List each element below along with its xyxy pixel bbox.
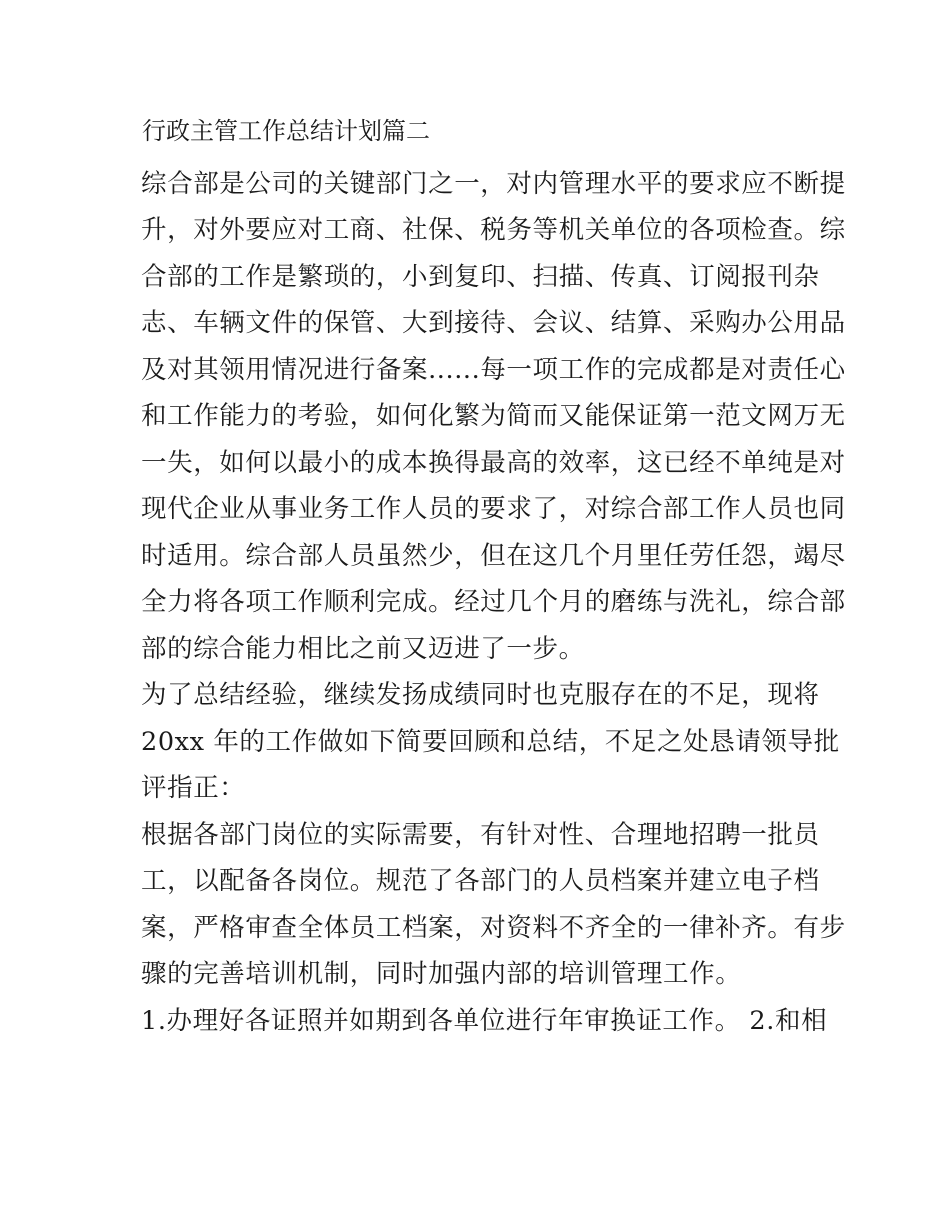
- body-line: 时适用。综合部人员虽然少，但在这几个月里任劳任怨，竭尽: [141, 541, 846, 571]
- body-line: 1.办理好各证照并如期到各单位进行年审换证工作。 2.和相: [141, 1006, 828, 1036]
- body-line: 全力将各项工作顺利完成。经过几个月的磨练与洗礼，综合部: [141, 587, 846, 617]
- body-line: 根据各部门岗位的实际需要，有针对性、合理地招聘一批员: [141, 820, 820, 850]
- body-line: 案，严格审查全体员工档案，对资料不齐全的一律补齐。有步: [141, 913, 846, 943]
- body-line: 和工作能力的考验，如何化繁为简而又能保证第一范文网万无: [141, 401, 846, 431]
- body-line: 及对其领用情况进行备案......每一项工作的完成都是对责任心: [141, 355, 846, 385]
- body-line: 为了总结经验，继续发扬成绩同时也克服存在的不足，现将: [141, 680, 820, 710]
- document-title: 行政主管工作总结计划篇二: [142, 117, 430, 145]
- body-line: 现代企业从事业务工作人员的要求了，对综合部工作人员也同: [141, 494, 846, 524]
- body-line: 骤的完善培训机制，同时加强内部的培训管理工作。: [141, 959, 742, 989]
- body-line: 20xx 年的工作做如下简要回顾和总结，不足之处恳请领导批: [141, 727, 840, 757]
- body-line: 升，对外要应对工商、社保、税务等机关单位的各项检查。综: [141, 215, 846, 245]
- body-line: 一失，如何以最小的成本换得最高的效率，这已经不单纯是对: [141, 448, 846, 478]
- body-line: 综合部是公司的关键部门之一，对内管理水平的要求应不断提: [141, 169, 846, 199]
- body-line: 部的综合能力相比之前又迈进了一步。: [141, 634, 585, 664]
- body-line: 志、车辆文件的保管、大到接待、会议、结算、采购办公用品: [141, 308, 846, 338]
- body-line: 评指正：: [141, 773, 246, 803]
- body-line: 合部的工作是繁琐的，小到复印、扫描、传真、订阅报刊杂: [141, 262, 820, 292]
- body-line: 工，以配备各岗位。规范了各部门的人员档案并建立电子档: [141, 866, 820, 896]
